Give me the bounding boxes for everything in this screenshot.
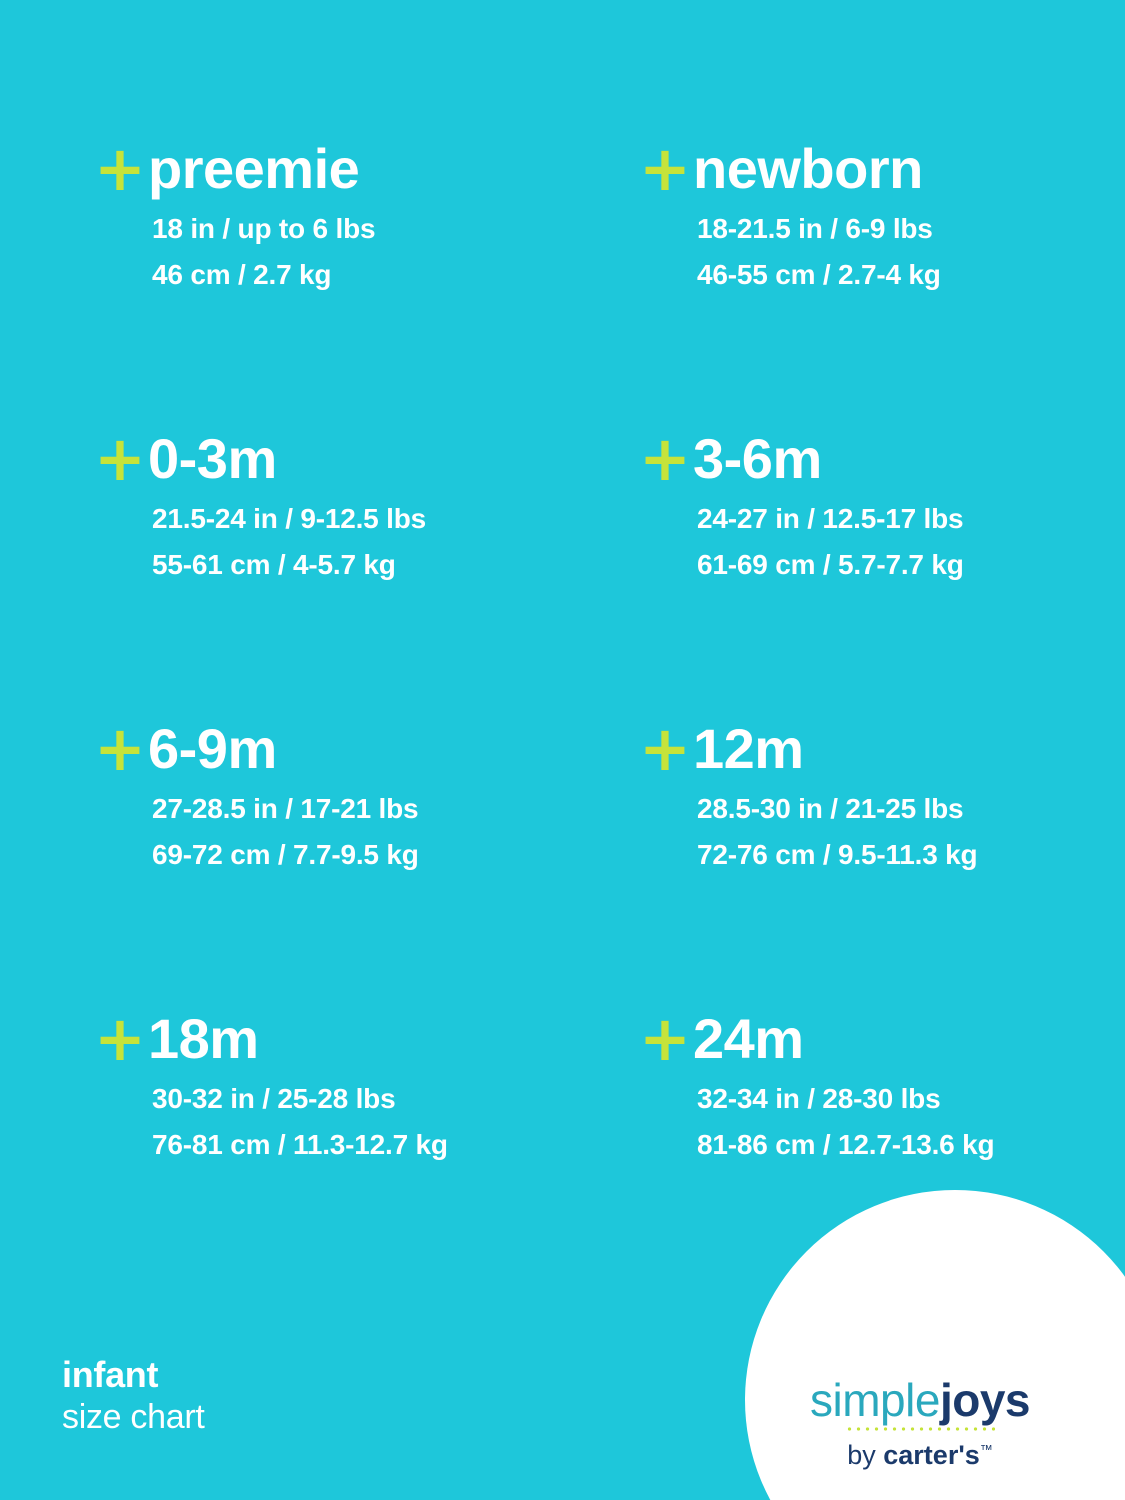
size-block-18m [94, 1002, 640, 1300]
size-block-12m [639, 712, 1125, 1010]
brand-logo [770, 1375, 1070, 1470]
size-heading [639, 132, 1125, 205]
chart-title-sub: size chart [62, 1398, 205, 1436]
size-line-imperial: 18-21.5 in / 6-9 lbs [697, 213, 933, 244]
size-line-metric: 81-86 cm / 12.7-13.6 kg [697, 1129, 995, 1160]
size-label: 6-9m [148, 717, 277, 780]
brand-logo-byline [770, 1435, 1070, 1470]
size-line-imperial: 32-34 in / 28-30 lbs [697, 1083, 941, 1114]
size-line-imperial: 24-27 in / 12.5-17 lbs [697, 503, 964, 534]
size-label: 12m [693, 717, 804, 780]
brand-word-simple: simple [810, 1374, 940, 1426]
size-label: 0-3m [148, 427, 277, 490]
size-label: newborn [693, 137, 923, 200]
dotted-rule-decoration [845, 1427, 995, 1431]
brand-name: carter's [883, 1440, 980, 1470]
plus-icon: + [94, 1002, 146, 1075]
size-line-imperial: 21.5-24 in / 9-12.5 lbs [152, 503, 426, 534]
size-measurements [640, 1076, 1125, 1168]
size-line-metric: 76-81 cm / 11.3-12.7 kg [152, 1129, 448, 1160]
size-line-metric: 46 cm / 2.7 kg [152, 259, 332, 290]
size-measurements [95, 496, 640, 588]
size-heading [94, 712, 640, 785]
trademark-symbol: ™ [979, 1442, 993, 1457]
size-heading [94, 132, 640, 205]
plus-icon: + [94, 712, 146, 785]
size-line-metric: 55-61 cm / 4-5.7 kg [152, 549, 396, 580]
chart-title [62, 1354, 205, 1438]
size-label: 18m [148, 1007, 259, 1070]
size-heading [639, 712, 1125, 785]
plus-icon: + [94, 422, 146, 495]
size-measurements [640, 786, 1125, 878]
size-measurements [95, 206, 640, 298]
size-heading [94, 422, 640, 495]
size-measurements [640, 206, 1125, 298]
chart-title-main: infant [62, 1354, 159, 1395]
size-line-imperial: 18 in / up to 6 lbs [152, 213, 376, 244]
brand-word-joys: joys [939, 1374, 1030, 1426]
size-label: 24m [693, 1007, 804, 1070]
size-line-imperial: 30-32 in / 25-28 lbs [152, 1083, 396, 1114]
plus-icon: + [639, 712, 691, 785]
size-block-newborn [639, 132, 1125, 430]
size-heading [94, 1002, 640, 1075]
size-measurements [640, 496, 1125, 588]
plus-icon: + [639, 132, 691, 205]
brand-logo-wordmark [770, 1375, 1070, 1425]
plus-icon: + [639, 1002, 691, 1075]
size-label: preemie [148, 137, 360, 200]
size-heading [639, 422, 1125, 495]
size-block-6-9m [94, 712, 640, 1010]
size-block-0-3m [94, 422, 640, 720]
size-grid [0, 132, 1125, 1300]
plus-icon: + [639, 422, 691, 495]
size-block-preemie [94, 132, 640, 430]
size-heading [639, 1002, 1125, 1075]
size-line-imperial: 28.5-30 in / 21-25 lbs [697, 793, 964, 824]
brand-by-text: by [847, 1440, 876, 1470]
size-line-metric: 46-55 cm / 2.7-4 kg [697, 259, 941, 290]
size-line-metric: 72-76 cm / 9.5-11.3 kg [697, 839, 978, 870]
size-line-metric: 61-69 cm / 5.7-7.7 kg [697, 549, 964, 580]
size-line-imperial: 27-28.5 in / 17-21 lbs [152, 793, 419, 824]
size-measurements [95, 786, 640, 878]
size-label: 3-6m [693, 427, 822, 490]
size-block-3-6m [639, 422, 1125, 720]
size-measurements [95, 1076, 640, 1168]
plus-icon: + [94, 132, 146, 205]
size-line-metric: 69-72 cm / 7.7-9.5 kg [152, 839, 419, 870]
